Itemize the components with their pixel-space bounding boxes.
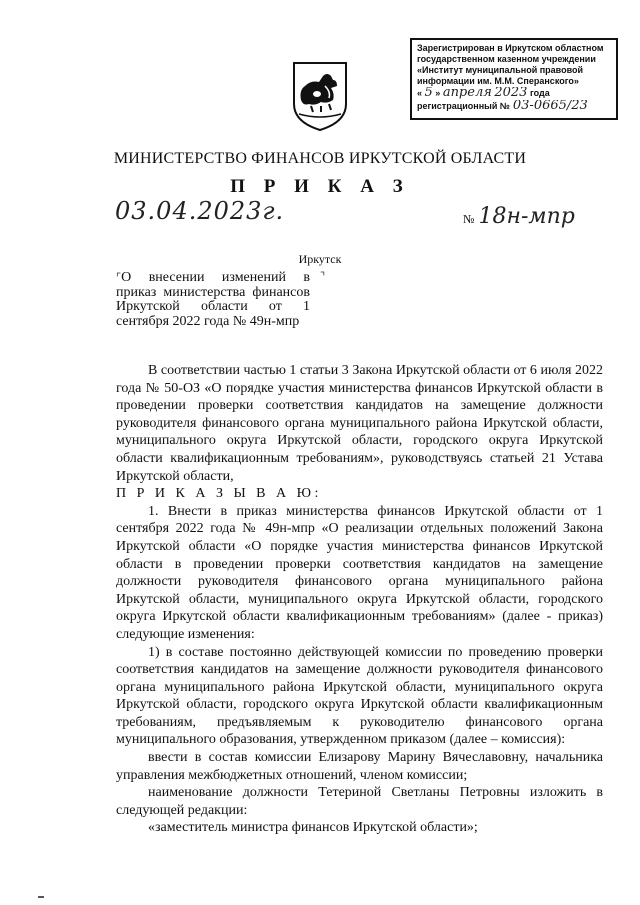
order-date: 03.04.2023г. [115,197,285,225]
paragraph-item-1: 1. Внести в приказ министерства финансов Иркутской области от 1 сентября 2022 года № 49н-мпр «О реализации отдельных положений Закона Иркутской области «О порядке участия министерства финансов Иркутской области в проведении проверки соответствия кандидатов на замещение должности руководителя финансового органа муниципального района Иркутской области, муниципального округа Иркутской области, городского округа Иркутской области квалификационным требованиям» (далее - приказ) следующие изменения: [116,503,603,642]
paragraph-subitem-1: 1) в составе постоянно действующей комиссии по проведению проверки соответствия кандидатов на замещение должности руководителя финансового органа муниципального района Иркутской области, муниципального округа Иркутской области, городского округа Иркутской области квалификационным требованиям, предъявляемым к руководителю финансового органа муниципального образования, утвержденном приказом (далее – комиссия): [116,644,603,748]
stamp-line: «Институт муниципальной правовой [417,65,584,75]
registration-stamp [410,38,618,120]
paragraph-add-member: ввести в состав комиссии Елизарову Марину Вячеславовну, начальника управления межбюджетных отношений, членом комиссии; [116,750,603,783]
paragraph-new-position: «заместитель министра финансов Иркутской области»; [148,820,478,836]
stamp-reg-number: 03-0665/23 [512,100,588,112]
order-number-block [463,204,575,229]
stamp-line: информации им. М.М. Сперанского» [417,76,579,86]
order-word: П Р И К А З Ы В А Ю: [116,486,322,502]
scan-mark [38,896,44,898]
stamp-line: Зарегистрирован в Иркутском областном [417,43,604,53]
coat-of-arms-icon [291,60,349,132]
stamp-reg-label: регистрационный № [417,101,510,111]
stamp-reg-line [417,100,611,112]
stamp-date-line: « 5 » апреля 2023 года [417,87,550,99]
stamp-line: государственном казенном учреждении [417,54,596,64]
corner-mark-right: ⌝ [320,271,326,283]
ministry-name: МИНИСТЕРСТВО ФИНАНСОВ ИРКУТСКОЙ ОБЛАСТИ [113,150,527,167]
number-sign: № [463,212,475,226]
subject-text: О внесении изменений в приказ министерства финансов Иркутской области от 1 сентября 2022 года № 49н-мпр [116,270,310,329]
order-body [116,362,603,837]
order-number: 18н-мпр [478,204,575,229]
stamp-date-year: 2023 [494,87,528,99]
paragraph-rename-position: наименование должности Тетериной Светланы Петровны изложить в следующей редакции: [116,785,603,818]
stamp-date-day: 5 [424,87,433,99]
corner-mark-left: ⌜ [116,272,122,284]
stamp-year-suffix: года [529,88,550,98]
order-subject [116,271,310,329]
paragraph-preamble: В соответствии частью 1 статьи 3 Закона Иркутской области от 6 июля 2022 года № 50-ОЗ «О порядке участия министерства финансов Иркутской области в проведении проверки соответствия кандидатов на замещение должности руководителя финансового органа муниципального района Иркутской области, муниципального округа Иркутской области, городского округа Иркутской области квалификационным требованиям», руководствуясь статьей 21 Устава Иркутской области, [116,363,603,484]
stamp-date-month: апреля [442,87,492,99]
city: Иркутск [298,252,342,266]
document-type: П Р И К А З [230,176,410,197]
